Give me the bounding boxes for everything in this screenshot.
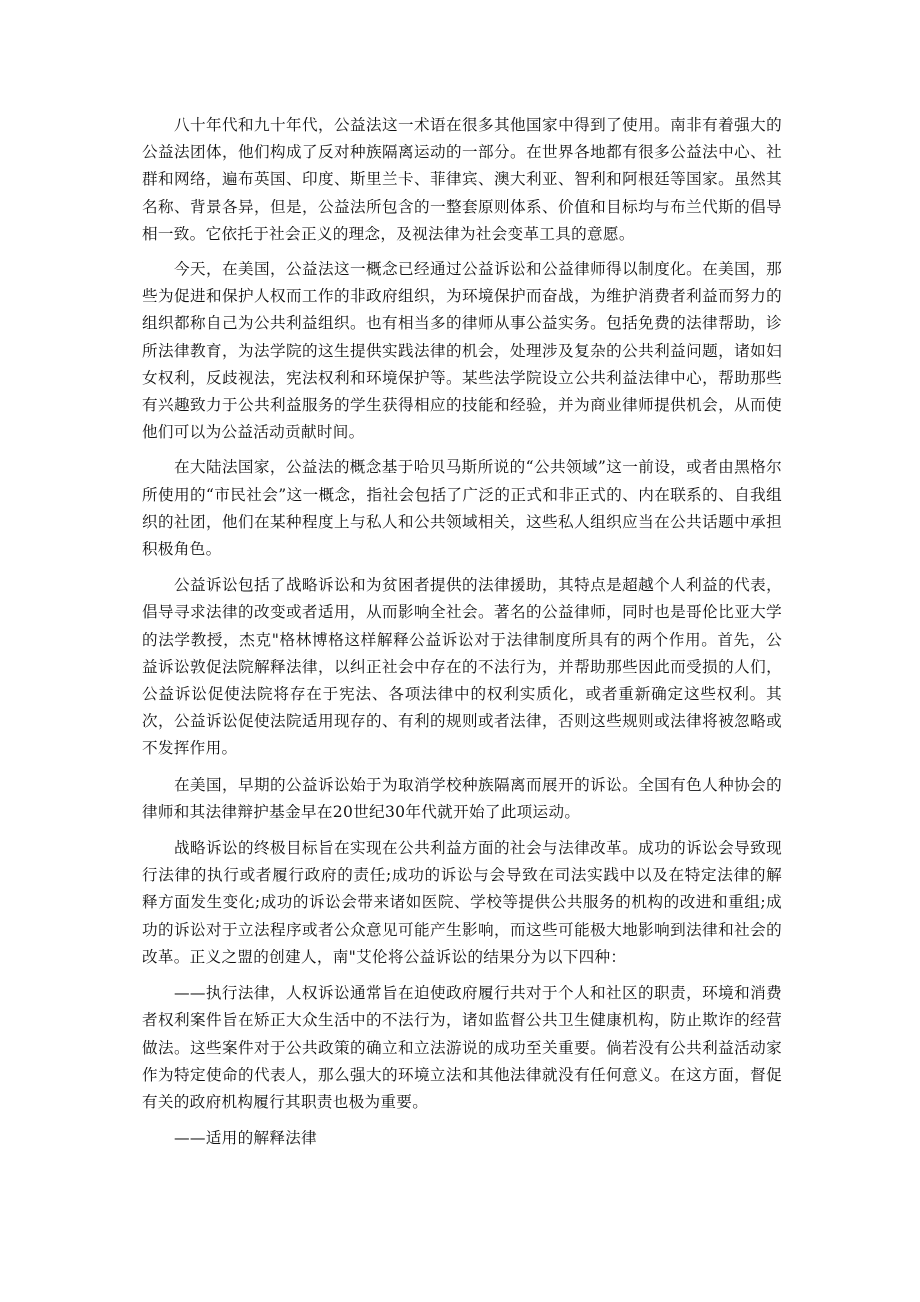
paragraph-3: 在大陆法国家，公益法的概念基于哈贝马斯所说的“公共领域”这一前设，或者由黑格尔所使用的“市民社会”这一概念，指社会包括了广泛的正式和非正式的、内在联系的、自我组织的社团，他们在某种程度上与私人和公共领域相关，这些私人组织应当在公共话题中承担积极角色。 [142,458,782,559]
paragraph-1: 八十年代和九十年代，公益法这一术语在很多其他国家中得到了使用。南非有着强大的公益法团体，他们构成了反对种族隔离运动的一部分。在世界各地都有很多公益法中心、社群和网络，遍布英国、印度、斯里兰卡、菲律宾、澳大利亚、智利和阿根廷等国家。虽然其名称、背景各异，但是，公益法所包含的一整套原则体系、价值和目标均与布兰代斯的倡导相一致。它依托于社会正义的理念，及视法律为社会变革工具的意愿。 [142,116,782,243]
paragraph-7: ——执行法律，人权诉讼通常旨在迫使政府履行共对于个人和社区的职责，环境和消费者权利案件旨在矫正大众生活中的不法行为，诸如监督公共卫生健康机构，防止欺诈的经营做法。这些案件对于公共政策的确立和立法游说的成功至关重要。倘若没有公共利益活动家作为特定使命的代表人，那么强大的环境立法和其他法律就没有任何意义。在这方面，督促有关的政府机构履行其职责也极为重要。 [142,984,782,1111]
paragraph-5: 在美国，早期的公益诉讼始于为取消学校种族隔离而展开的诉讼。全国有色人种协会的律师和其法律辩护基金早在20世纪30年代就开始了此项运动。 [142,775,782,821]
paragraph-2: 今天，在美国，公益法这一概念已经通过公益诉讼和公益律师得以制度化。在美国，那些为促进和保护人权而工作的非政府组织，为环境保护而奋战，为维护消费者利益而努力的组织都称自己为公共利益组织。也有相当多的律师从事公益实务。包括免费的法律帮助，诊所法律教育，为法学院的这生提供实践法律的机会，处理涉及复杂的公共利益问题，诸如妇女权利，反歧视法，宪法权利和环境保护等。某些法学院设立公共利益法律中心，帮助那些有兴趣致力于公共利益服务的学生获得相应的技能和经验，并为商业律师提供机会，从而使他们可以为公益活动贡献时间。 [142,260,782,442]
paragraph-6: 战略诉讼的终极目标旨在实现在公共利益方面的社会与法律改革。成功的诉讼会导致现行法律的执行或者履行政府的责任;成功的诉讼与会导致在司法实践中以及在特定法律的解释方面发生变化;成功的诉讼会带来诸如医院、学校等提供公共服务的机构的改进和重组;成功的诉讼对于立法程序或者公众意见可能产生影响，而这些可能极大地影响到法律和社会的改革。正义之盟的创建人，南"艾伦将公益诉讼的结果分为以下四种： [142,839,782,966]
paragraph-4: 公益诉讼包括了战略诉讼和为贫困者提供的法律援助，其特点是超越个人利益的代表，倡导寻求法律的改变或者适用，从而影响全社会。著名的公益律师，同时也是哥伦比亚大学的法学教授，杰克"格林博格这样解释公益诉讼对于法律制度所具有的两个作用。首先，公益诉讼敦促法院解释法律，以纠正社会中存在的不法行为，并帮助那些因此而受损的人们，公益诉讼促使法院将存在于宪法、各项法律中的权利实质化，或者重新确定这些权利。其次，公益诉讼促使法院适用现存的、有利的规则或者法律，否则这些规则或法律将被忽略或不发挥作用。 [142,576,782,758]
paragraph-8: ——适用的解释法律 [174,1129,318,1148]
document-body [142,112,782,1152]
